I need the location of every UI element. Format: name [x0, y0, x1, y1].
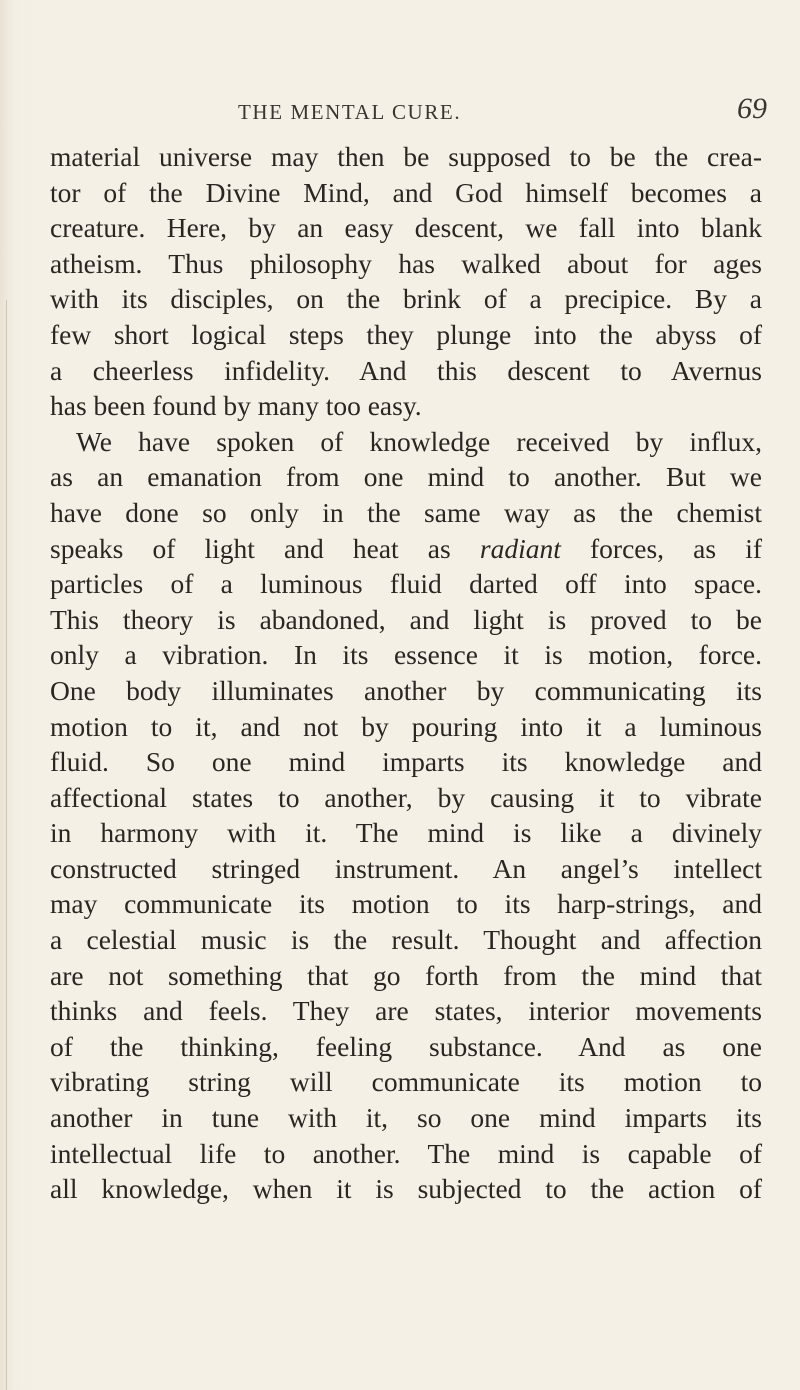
text-line: tor of the Divine Mind, and God himself becomes a	[50, 176, 762, 208]
text-line: in harmony with it. The mind is like a divinely	[50, 817, 762, 849]
page-header	[0, 92, 800, 132]
text-line: particles of a luminous fluid darted off into space.	[50, 568, 762, 600]
italic-word: radiant	[479, 532, 561, 564]
text-line: has been found by many too easy.	[50, 390, 422, 422]
text-line: with its disciples, on the brink of a precipice. By a	[50, 283, 762, 315]
text-line: vibrating string will communicate its motion to	[50, 1066, 762, 1098]
text-line: atheism. Thus philosophy has walked about for ages	[50, 247, 762, 279]
text-line: may communicate its motion to its harp-strings, and	[50, 888, 762, 920]
body-text	[50, 139, 762, 1207]
text-line: affectional states to another, by causing it to vibrate	[50, 781, 762, 813]
text-segment: forces, as if	[590, 532, 763, 564]
text-line: have done so only in the same way as the chemist	[50, 496, 762, 528]
text-line: creature. Here, by an easy descent, we fall into blank	[50, 212, 762, 244]
page-gutter-edge	[6, 300, 7, 1390]
text-line: fluid. So one mind imparts its knowledge and	[50, 746, 762, 778]
text-line: few short logical steps they plunge into the abyss of	[50, 318, 762, 350]
text-line: material universe may then be supposed to be the crea-	[50, 141, 762, 172]
text-line: One body illuminates another by communicating its	[50, 674, 762, 706]
text-line: thinks and feels. They are states, interior movements	[50, 995, 762, 1027]
text-line: motion to it, and not by pouring into it a luminous	[50, 710, 762, 742]
text-line: This theory is abandoned, and light is proved to be	[50, 603, 762, 635]
text-line: We have spoken of knowledge received by influx,	[76, 425, 762, 457]
text-line: a cheerless infidelity. And this descent to Avernus	[50, 354, 762, 386]
text-line-with-italic	[50, 531, 762, 567]
running-head: THE MENTAL CURE.	[238, 100, 462, 124]
text-line: only a vibration. In its essence it is motion, force.	[50, 639, 762, 671]
text-line: constructed stringed instrument. An angel’s intellect	[50, 852, 762, 884]
text-line: all knowledge, when it is subjected to the action of	[50, 1173, 762, 1205]
text-line: are not something that go forth from the mind that	[50, 959, 762, 991]
text-segment: speaks of light and heat as	[50, 532, 451, 564]
text-line: intellectual life to another. The mind is capable of	[50, 1137, 762, 1169]
text-line: another in tune with it, so one mind imparts its	[50, 1102, 762, 1134]
page-number: 69	[737, 92, 767, 125]
text-line: a celestial music is the result. Thought and affection	[50, 924, 762, 956]
text-line: as an emanation from one mind to another. But we	[50, 461, 762, 493]
text-line: of the thinking, feeling substance. And as one	[50, 1030, 762, 1062]
